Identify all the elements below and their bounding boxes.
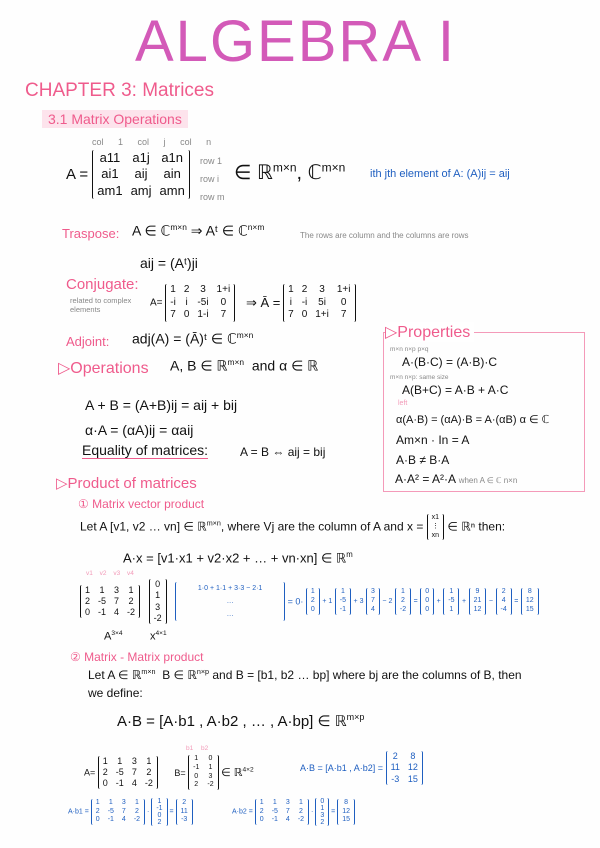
matrix-cell: -2 [207,781,214,789]
matrix-cell: aij [134,166,148,182]
matrix-cell: -1 [98,607,107,618]
matrix-cell: 21 [473,597,482,605]
matrix-cell: 11 [390,762,400,773]
matrix-cell: 2 [95,807,100,815]
matrix-cell: 0 [85,607,91,618]
equality-label: Equality of matrices: [82,442,209,458]
matrix-cell: 8 [410,751,416,761]
property-distributive: A(B+C) = A·B + A·C [402,383,509,397]
matrix-cell: -3 [181,816,188,824]
matrix-cell: 11 [180,807,188,815]
ab-matrix [386,751,423,785]
matrix-cell: 4 [131,778,137,789]
matrix-cell: -5 [98,595,107,606]
b-column-labels: b1 b2 [186,745,209,752]
matrix-cell: -4 [500,605,507,613]
matrix-matrix-example: A= 1 1 3 1 2 -5 7 2 0 -1 4 -2 B= 1 0 -1 1 0 3 2 -2 ∈ ℝ$^{4\times 2}$ [84,755,254,789]
matrix-cell: 12 [407,762,418,773]
matrix-cell: -5 [115,766,124,777]
expansion [175,582,285,622]
matrix-cell: 7 [114,595,120,606]
matrix-cell: 1 [259,798,264,806]
matrix-cell: 15 [407,773,418,784]
matrix-cell: xn [431,531,440,539]
matrix-cell: 12 [473,605,482,613]
matrix-cell: 1 [134,798,139,806]
matrix-cell: 2 [501,588,506,596]
property-note: m×n n×p: same size [390,374,449,381]
matrix-cell: 1 [401,588,405,596]
conjugate-matrix [283,284,355,322]
matrix-cell: 2 [259,807,264,815]
matrix-cell: amn [159,182,185,198]
adjoint-expr: adj(A) = (Ā)ᵗ ∈ ℂ$^{m\times n}$ [132,330,254,347]
matrix-cell: 1 [85,584,91,595]
matrix-cell: 1 [298,798,303,806]
matrix-cell: 12 [525,597,534,605]
matrix-cell: 1 [320,805,325,812]
matrix-cell: i [185,296,188,308]
matrix-cell: 7 [370,597,375,605]
matrix-cell: 1 [170,284,176,295]
matrix-cell: 2 [298,807,303,815]
matrix-cell: -1 [115,778,124,789]
matrix-cell: 0 [320,798,325,805]
matrix-cell: -1 [107,816,114,824]
matrix-cell: 1 [146,755,152,766]
property-scalar: α(A·B) = (αA)·B = A·(αB) α ∈ ℂ [396,414,550,426]
matrix-cell: 3 [121,798,126,806]
element-note: ith jth element of A: (A)ij = aij [370,168,510,180]
matrix-cell: 1·0 + 1·1 + 3·3 − 2·1 [197,584,263,592]
matrix-cell: -i [301,296,308,308]
property-note: m×n n×p p×q [390,346,429,353]
matrix-cell: -5i [197,296,209,308]
matrix-definition [66,150,190,199]
matrix-cell: -5 [271,807,278,815]
matrix-cell: 0 [301,309,308,320]
matrix-cell: 3 [285,798,290,806]
matrix-cell: 2 [301,284,308,295]
operations-domain: A, B ∈ ℝ$^{m\times n}$ and α ∈ ℝ [170,357,319,374]
matrix-cell: 0 [208,755,213,762]
matrix-cell: -5 [107,807,114,815]
matrix-cell: 0 [259,816,264,824]
matrix-cell: 2 [134,807,139,815]
matrix-cell: a11 [99,150,121,165]
matrix-cell: 2 [146,766,152,777]
matrix-cell: 7 [220,309,227,320]
matrix-cell: -i [170,296,176,308]
matrix-cell: … [226,597,234,605]
matrix-cell: 1+i [216,284,231,295]
matrix-cell: ⋮ [431,522,439,530]
adjoint-label: Adjoint: [66,334,110,349]
matrix-cell: 3 [200,284,206,295]
matrix-cell: 1 [310,588,315,596]
matrix-cell: 3 [155,601,161,612]
matrix-cell: 8 [527,588,532,596]
matrix-cell: 15 [525,605,534,613]
matrix-cell: 7 [285,807,290,815]
matrix-cell: 1 [128,584,134,595]
matrix-cell: -2 [399,605,407,613]
matrix-cell: 7 [170,309,176,320]
matrix-cell: 0 [425,605,430,613]
matrix-cell: … [226,611,234,619]
matrix-cell: 2 [310,597,315,605]
matrix-cell: 1+i [336,284,351,295]
matrix-cell: -2 [297,816,305,824]
property-identity: Am×n · In = A [396,433,470,447]
properties-heading: ▷Properties [385,322,474,342]
we-define: we define: [88,686,143,700]
matrix-cell: 1 [117,755,123,766]
vector-x [149,579,167,624]
matrix-cell: 7 [131,766,137,777]
matrix-cell: -5 [448,597,455,605]
matrix-cell: 0 [425,588,430,596]
matrix-cell: 0 [425,597,430,605]
section-heading: 3.1 Matrix Operations [42,110,188,128]
row-labels: row 1 row i row m [200,156,225,202]
matrix-cell: 2 [401,597,405,605]
matrix-a-size: $A^{3\times 4}$ [104,630,123,643]
property-note-left: left [398,400,408,407]
matrix-a [98,756,158,790]
matrix-cell: 4 [501,597,506,605]
matrix-cell: 1 [157,798,162,805]
matrix-cell: -1 [193,763,200,771]
property-power: A·A² = A²·A when A ∈ ℂ n×n [395,472,518,486]
matrix-cell: 3 [208,772,213,780]
matrix-cell: a1n [161,150,184,165]
matrix-cell: 0 [157,812,162,819]
matrix-cell: ain [163,166,181,182]
matrix-cell: 1 [288,284,294,295]
matrix-cell: 1 [155,590,161,601]
matrix-cell: 2 [392,751,398,761]
transpose-label: Traspose: [62,226,120,241]
matrix-cell: 2 [157,819,162,826]
ab-result: A·B = [A·b1 , A·b2] = 2 8 11 12 -3 15 [300,751,423,785]
transpose-note: The rows are column and the columns are rows [300,231,469,240]
matrix-cell: 7 [340,309,347,320]
product-heading: ▷Product of matrices [56,475,197,492]
matrix-cell: -2 [144,778,153,789]
matrix-cell: 3 [370,588,375,596]
matrix-cell: 9 [475,588,480,596]
matrix-cell: -3 [391,773,400,784]
matrix-cell: -1 [271,816,278,824]
matrix-cell: 0 [310,605,315,613]
matrix-cell: 1 [208,763,213,771]
matrix-cell: 2 [182,798,187,806]
matrix-b [188,755,218,790]
matrix-cell: 1 [95,798,100,806]
matrix-cell: 2 [194,781,199,789]
matrix-cell: 2 [102,766,108,777]
matrix-cell: -1 [156,805,163,812]
matrix-cell: 1 [272,798,277,806]
matrix-cell: -1 [339,605,347,613]
sum-formula: A + B = (A+B)ij = aij + bij [85,397,238,413]
complex-matrix [165,284,235,322]
matrix-cell: 1+i [315,309,329,320]
property-associative: A·(B·C) = (A·B)·C [402,355,497,369]
conjugate-note: related to complex elements [70,296,132,314]
a-b1-computation: A·b1 = 1 1 3 1 2 -5 7 2 0 -1 4 -2 · 1 -1 0 2 = 2 11 -3 [68,798,193,826]
matrix-cell: 3 [319,284,325,295]
matrix-cell: 4 [285,816,290,824]
matrix-cell: 2 [85,595,91,606]
matrix-cell: 3 [114,584,120,595]
matrix-cell: 0 [340,296,347,308]
matrix-cell: 1 [108,798,113,806]
matrix-vector-definition: Let A [v1, v2 … vn] ∈ ℝ$^{m\times n}$, where Vj are the column of A and x = x1 ⋮ xn ∈ ℝⁿ then: [80,514,506,539]
transpose-formula: aij = (Aᵗ)ji [140,255,198,271]
matrix-cell: 1 [99,584,105,595]
matrix-cell: 3 [320,812,325,819]
matrix-a [80,585,140,619]
matrix-cell: 4 [114,607,120,618]
matrix-cell: 1 [194,755,199,762]
transpose-expr: A ∈ ℂ$^{m\times n}$ ⇒ Aᵗ ∈ ℂ$^{n\times m}$ [132,222,265,239]
matrix-cell: 0 [102,778,108,789]
matrix-cell: 0 [220,296,227,308]
general-matrix [92,150,190,199]
matrix-cell: 1 [449,605,454,613]
matrix-matrix-definition: Let A ∈ ℝ$^{m\times n}$ B ∈ ℝ$^{n\times p}$ and B = [b1, b2 … bp] where bj are the columns of B, then [88,667,522,682]
matrix-cell: 1 [102,755,108,766]
matrix-cell: -2 [153,612,162,623]
matrix-cell: 0 [95,816,100,824]
conjugate-expr: A= 1 2 3 1+i -i i -5i 0 7 0 1-i 7 ⇒ Ā = 1 2 3 1+i i -i 5i 0 7 0 1+i 7 [150,284,356,322]
property-noncommutative: A·B ≠ B·A [396,453,450,467]
matrix-cell: am1 [97,182,123,198]
matrix-cell: 12 [342,807,351,815]
matrix-cell: -2 [127,607,136,618]
matrix-cell: 4 [370,605,375,613]
matrix-cell: 3 [131,755,137,766]
matrix-cell: i [289,296,293,308]
matrix-cell: 2 [320,819,325,826]
column-labels: col 1 col j col n [92,137,212,147]
scalar-formula: α·A = (αA)ij = αaij [85,422,194,438]
column-vector-labels: v1 v2 v3 v4 [86,570,134,577]
matrix-cell: 4 [121,816,126,824]
equality-formula: A = B ⇔ aij = bij [240,445,326,459]
matrix-cell: 2 [128,595,134,606]
matrix-cell: 1 [449,588,454,596]
page-title: ALGEBRA I [135,9,457,74]
matrix-cell: 7 [121,807,126,815]
matrix-cell: 1 [340,588,345,596]
matrix-cell: 0 [183,309,190,320]
matrix-cell: a1j [132,150,150,165]
matrix-cell: -5 [339,597,347,605]
matrix-cell: 8 [344,798,349,806]
matrix-vector-formula: A·x = [v1·x1 + v2·x2 + … + vn·xn] ∈ ℝ$^m$ [123,550,353,566]
matrix-cell: 7 [288,309,294,320]
matrix-cell: 1-i [197,309,209,320]
matrix-cell: x1 [431,514,440,521]
conjugate-label: Conjugate: [66,276,139,293]
chapter-heading: CHAPTER 3: Matrices [25,80,214,101]
matrix-cell: 15 [342,816,351,824]
matrix-vector-example: 1 1 3 1 2 -5 7 2 0 -1 4 -2 0 1 3 -2 1·0 + 1·1 + 3·3 − 2·1 … … = 0· 1 2 0 + 1 1 -5 -1 + 3 3 7 4 − 2 1 2 -2 = 0 0 0 + 1 -5 1 + 9 21 12 − 2 4 -4 = 8 12 15 [80,579,539,624]
a-b2-computation: A·b2 = 1 1 3 1 2 -5 7 2 0 -1 4 -2 · 0 1 3 2 = 8 12 15 [232,798,355,826]
matrix-cell: -2 [133,816,141,824]
matrix-cell: 2 [183,284,190,295]
matrix-cell: 0 [194,772,199,780]
matrix-sets: ∈ ℝ$^{m\times n}$, ℂ$^{m\times n}$ [234,160,346,184]
operations-heading: ▷Operations [58,360,149,377]
matrix-vector-heading: ① Matrix vector product [78,497,205,511]
vector-x-size: $x^{4\times 1}$ [150,630,167,643]
matrix-cell: amj [130,182,152,198]
matrix-matrix-heading: ② Matrix - Matrix product [70,650,204,664]
matrix-cell: 0 [155,579,161,589]
matrix-cell: ai1 [101,166,119,182]
matrix-cell: 5i [318,296,326,308]
lhs: A = [66,165,89,183]
matrix-matrix-formula: A·B = [A·b1 , A·b2 , … , A·bp] ∈ ℝ$^{m\times p}$ [117,712,365,730]
